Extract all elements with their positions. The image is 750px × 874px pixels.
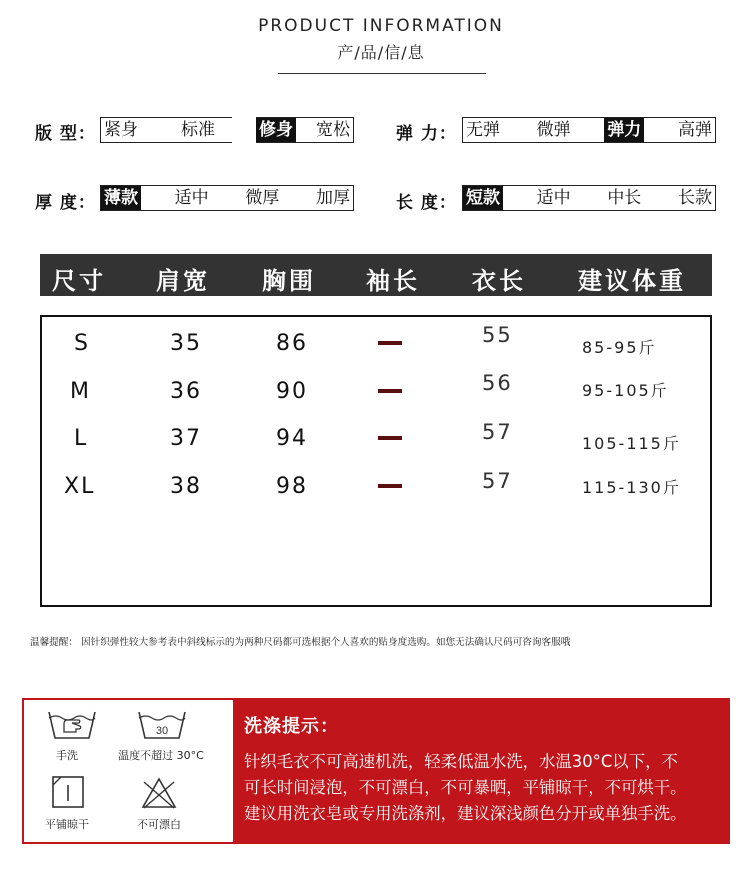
- fit-label: 版 型：: [35, 124, 96, 144]
- fit-option-slim[interactable]: 修身: [256, 118, 296, 142]
- size-table-body: [40, 315, 712, 607]
- header-chest: 胸围: [262, 267, 316, 295]
- thickness-option-thin[interactable]: 薄款: [101, 186, 141, 210]
- row-m-length: 56: [482, 371, 513, 395]
- header-sleeve: 袖长: [366, 267, 420, 295]
- wash-30-icon: [136, 708, 188, 742]
- header-length: 衣长: [472, 267, 526, 295]
- wash-30-badge: 30: [155, 725, 169, 737]
- wash-line-3: 建议用洗衣皂或专用洗涤剂，建议深浅颜色分开或单独手洗。: [244, 804, 687, 823]
- row-l-shoulder: 37: [170, 426, 202, 451]
- thickness-option-slight-thick[interactable]: 微厚: [245, 188, 280, 208]
- title-divider: [278, 73, 486, 74]
- length-option-mid-long[interactable]: 中长: [607, 188, 642, 208]
- row-m-sleeve-dash: [378, 389, 402, 393]
- dry-flat-label: 平铺晾干: [45, 818, 89, 831]
- length-label: 长 度：: [396, 193, 457, 213]
- row-m-chest: 90: [276, 379, 308, 404]
- row-xl-shoulder: 38: [170, 474, 202, 499]
- row-l-length: 57: [482, 420, 513, 444]
- elastic-label: 弹 力：: [396, 124, 457, 144]
- title-chinese: 产/品/信/息: [337, 43, 425, 62]
- row-xl-length: 57: [482, 469, 513, 493]
- elastic-option-slight[interactable]: 微弹: [536, 120, 571, 140]
- thickness-option-medium[interactable]: 适中: [174, 188, 209, 208]
- fit-option-standard[interactable]: 标准: [181, 120, 215, 140]
- fit-option-tight[interactable]: 紧身: [104, 120, 138, 140]
- fit-option-loose[interactable]: 宽松: [316, 120, 350, 140]
- row-xl-chest: 98: [276, 474, 308, 499]
- size-table-header: [40, 254, 712, 296]
- wash-line-2: 可长时间浸泡，不可漂白，不可暴晒，平铺晾干，不可烘干。: [244, 778, 687, 797]
- row-s-length: 55: [482, 323, 513, 347]
- wash-title: 洗涤提示：: [244, 716, 339, 737]
- row-xl-sleeve-dash: [378, 484, 402, 488]
- row-m-weight: 95-105斤: [582, 381, 669, 400]
- hand-wash-label: 手洗: [56, 749, 78, 762]
- header-shoulder: 肩宽: [156, 267, 210, 295]
- length-option-medium[interactable]: 适中: [536, 188, 571, 208]
- wash-line-1: 针织毛衣不可高速机洗，轻柔低温水洗，水温30°C以下，不: [244, 752, 678, 771]
- length-options: [462, 185, 716, 211]
- row-l-chest: 94: [276, 426, 308, 451]
- row-l-sleeve-dash: [378, 436, 402, 440]
- row-s-weight: 85-95斤: [582, 338, 657, 357]
- elastic-option-high[interactable]: 高弹: [677, 120, 712, 140]
- no-bleach-icon: [140, 776, 178, 810]
- no-bleach-label: 不可漂白: [137, 818, 181, 831]
- wash-30-label: 温度不超过 30°C: [118, 749, 204, 762]
- row-s-sleeve-dash: [378, 341, 402, 345]
- thickness-options: [100, 185, 354, 211]
- elastic-option-none[interactable]: 无弹: [466, 120, 500, 140]
- row-m-shoulder: 36: [170, 379, 202, 404]
- length-option-short[interactable]: 短款: [463, 186, 503, 210]
- elastic-option-elastic[interactable]: 弹力: [604, 118, 644, 142]
- fit-options-left: [100, 117, 232, 143]
- hand-wash-icon: [46, 708, 98, 742]
- fit-options-right: [256, 117, 354, 143]
- header-size: 尺寸: [52, 267, 106, 295]
- row-l-weight: 105-115斤: [582, 434, 681, 453]
- row-s-size: S: [74, 331, 90, 356]
- row-l-size: L: [74, 426, 89, 451]
- thickness-label: 厚 度：: [35, 193, 96, 213]
- title-english: PRODUCT INFORMATION: [258, 16, 504, 36]
- row-s-shoulder: 35: [170, 331, 202, 356]
- row-s-chest: 86: [276, 331, 308, 356]
- thickness-option-thick[interactable]: 加厚: [315, 188, 350, 208]
- row-xl-size: XL: [64, 474, 96, 499]
- row-xl-weight: 115-130斤: [582, 478, 681, 497]
- header-weight: 建议体重: [578, 267, 686, 295]
- dry-flat-icon: [51, 775, 85, 809]
- elastic-options: [462, 117, 716, 143]
- size-notice: 温馨提醒： 因针织弹性较大参考表中斜线标示的为两种尺码都可选根据个人喜欢的贴身度选购。如您无法确认尺码可咨询客服哦: [30, 637, 571, 648]
- length-option-long[interactable]: 长款: [677, 188, 712, 208]
- row-m-size: M: [70, 379, 91, 404]
